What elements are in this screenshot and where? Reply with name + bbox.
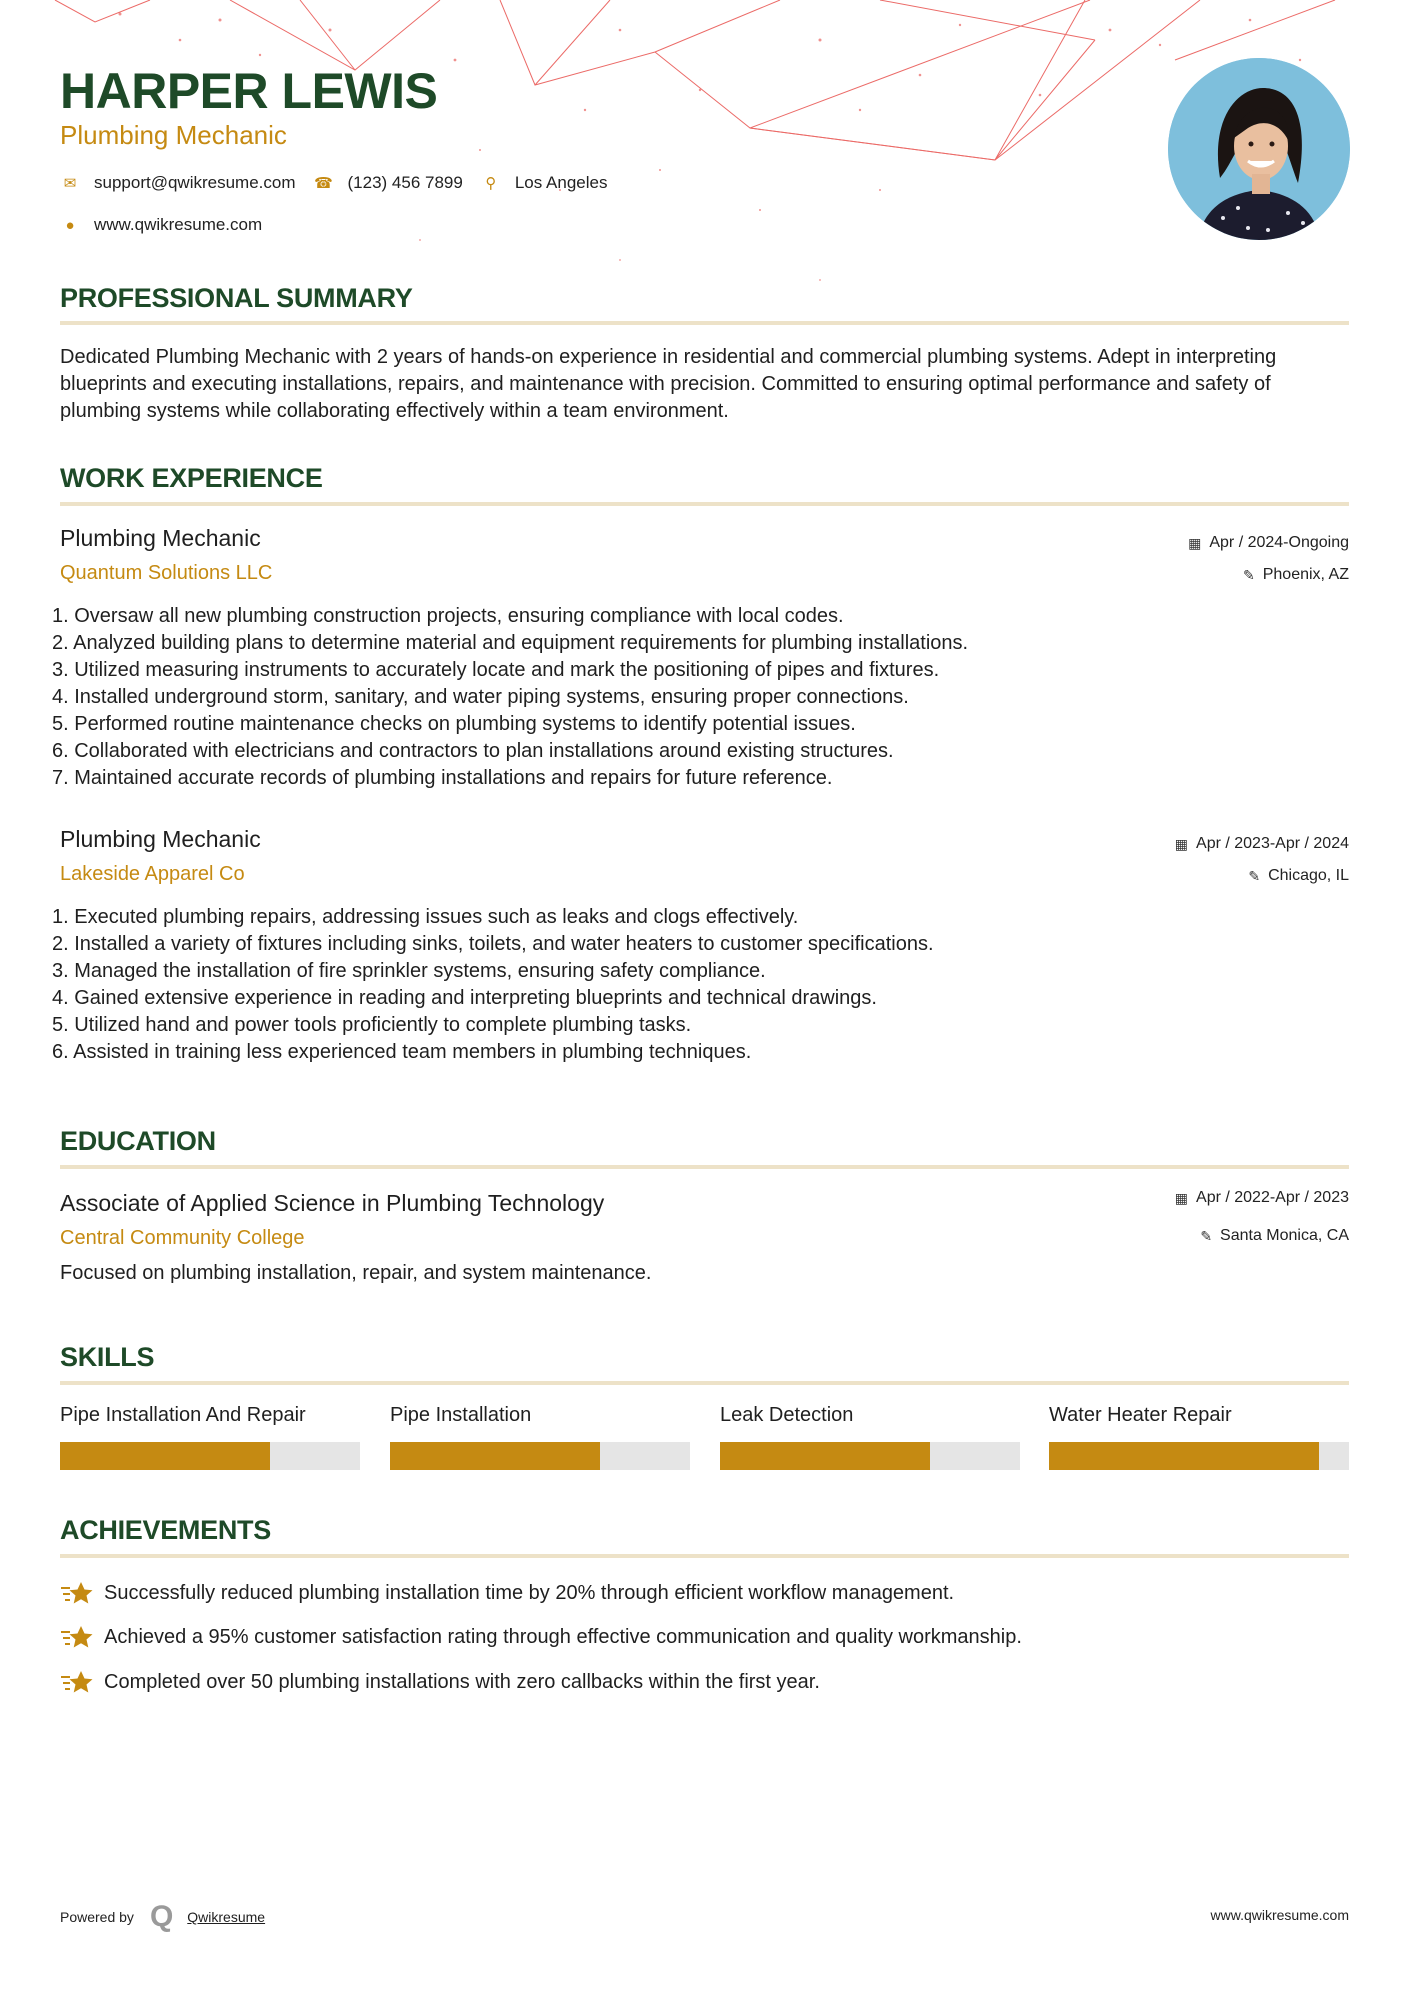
- skill-bar-track: [720, 1442, 1020, 1470]
- skills-divider: [60, 1381, 1349, 1385]
- skill-item: [720, 1404, 1020, 1434]
- skill-item: [1049, 1404, 1349, 1434]
- skill-label: Pipe Installation And Repair: [60, 1404, 306, 1426]
- education-heading: EDUCATION: [60, 1126, 216, 1156]
- contact-website[interactable]: [60, 215, 262, 235]
- list-item: 1. Executed plumbing repairs, addressing issues such as leaks and clogs effectively.: [52, 906, 799, 928]
- summary-heading: PROFESSIONAL SUMMARY: [60, 283, 413, 313]
- candidate-role: Plumbing Mechanic: [60, 120, 287, 150]
- job-location-text: Chicago, IL: [1268, 867, 1349, 884]
- achievements-heading: ACHIEVEMENTS: [60, 1515, 271, 1545]
- achievement-text: Achieved a 95% customer satisfaction rating through effective communication and quality workmanship.: [104, 1625, 1022, 1648]
- contact-phone: [314, 173, 463, 193]
- experience-heading: WORK EXPERIENCE: [60, 463, 323, 493]
- list-item: 6. Assisted in training less experienced team members in plumbing techniques.: [52, 1041, 752, 1063]
- profile-photo-illustration: [1168, 58, 1350, 240]
- skill-item: [390, 1404, 690, 1434]
- job-dates-text: Apr / 2024-Ongoing: [1209, 534, 1349, 551]
- pin-icon: ✎: [1248, 867, 1261, 884]
- skill-label: Leak Detection: [720, 1404, 854, 1426]
- skill-label: Water Heater Repair: [1049, 1404, 1232, 1426]
- footer-powered-by: [60, 1902, 265, 1932]
- skill-bar-fill: [1049, 1442, 1319, 1470]
- education-dates-text: Apr / 2022-Apr / 2023: [1196, 1189, 1349, 1206]
- job-location: [1248, 867, 1349, 885]
- job-bullets: [52, 904, 934, 1066]
- job-title: Plumbing Mechanic: [60, 826, 261, 852]
- globe-icon: ●: [65, 216, 75, 234]
- star-award-icon: [60, 1668, 94, 1696]
- achievement-text: Successfully reduced plumbing installation time by 20% through efficient workflow management.: [104, 1581, 955, 1604]
- summary-divider: [60, 321, 1349, 325]
- skill-bar-fill: [390, 1442, 600, 1470]
- job-dates-text: Apr / 2023-Apr / 2024: [1196, 835, 1349, 852]
- powered-by-label: Powered by: [60, 1909, 134, 1925]
- skill-bar-track: [390, 1442, 690, 1470]
- candidate-name: HARPER LEWIS: [60, 63, 438, 119]
- star-award-icon: [60, 1579, 94, 1607]
- degree-title: Associate of Applied Science in Plumbing Technology: [60, 1190, 605, 1216]
- job-dates: [1188, 534, 1349, 552]
- achievement-item: [60, 1623, 1022, 1651]
- list-item: 7. Maintained accurate records of plumbing installations and repairs for future reference.: [52, 767, 833, 789]
- list-item: 4. Installed underground storm, sanitary, and water piping systems, ensuring proper connections.: [52, 686, 909, 708]
- job-dates: [1175, 835, 1349, 853]
- education-description: Focused on plumbing installation, repair, and system maintenance.: [60, 1262, 652, 1284]
- job-bullets: [52, 603, 968, 792]
- skill-bar-fill: [720, 1442, 930, 1470]
- envelope-icon: ✉: [63, 175, 77, 192]
- footer-website[interactable]: www.qwikresume.com: [1210, 1907, 1349, 1923]
- skill-label: Pipe Installation: [390, 1404, 532, 1426]
- job-company: Quantum Solutions LLC: [60, 562, 273, 584]
- pin-icon: ✎: [1242, 566, 1255, 583]
- qwikresume-logo-icon: Q: [149, 1900, 174, 1933]
- school-name: Central Community College: [60, 1227, 305, 1249]
- resume-page: [52, 0, 1349, 1990]
- list-item: 2. Analyzed building plans to determine material and equipment requirements for plumbing installations.: [52, 632, 969, 654]
- list-item: 5. Utilized hand and power tools proficiently to complete plumbing tasks.: [52, 1014, 692, 1036]
- achievement-item: [60, 1668, 820, 1696]
- job-location: [1243, 566, 1349, 584]
- experience-divider: [60, 502, 1349, 506]
- qwikresume-link[interactable]: Qwikresume: [187, 1909, 266, 1925]
- contact-location: [481, 173, 608, 193]
- education-divider: [60, 1165, 1349, 1169]
- education-location: [1200, 1227, 1349, 1245]
- summary-text: Dedicated Plumbing Mechanic with 2 years of hands-on experience in residential and commercial plumbing systems. Adept in interpreting blueprints and executing installations, repairs, and maintenance with precision. Committed to ensuring optimal performance and safety of plumbing systems while collaborating effectively within a team environment.: [60, 346, 1277, 422]
- map-pin-icon: ⚲: [485, 175, 497, 192]
- calendar-icon: ▦: [1174, 1189, 1189, 1206]
- phone-text: (123) 456 7899: [347, 173, 463, 192]
- skill-bar-fill: [60, 1442, 270, 1470]
- list-item: 4. Gained extensive experience in reading and interpreting blueprints and technical drawings.: [52, 987, 877, 1009]
- email-text[interactable]: support@qwikresume.com: [94, 173, 296, 192]
- list-item: 5. Performed routine maintenance checks on plumbing systems to identify potential issues.: [52, 713, 856, 735]
- list-item: 6. Collaborated with electricians and contractors to plan installations around existing structures.: [52, 740, 894, 762]
- job-location-text: Phoenix, AZ: [1262, 566, 1349, 583]
- skills-heading: SKILLS: [60, 1342, 155, 1372]
- pin-icon: ✎: [1200, 1227, 1213, 1244]
- education-dates: [1175, 1189, 1349, 1207]
- achievements-divider: [60, 1554, 1349, 1558]
- skill-bar-track: [1049, 1442, 1349, 1470]
- education-location-text: Santa Monica, CA: [1220, 1227, 1349, 1244]
- calendar-icon: ▦: [1188, 534, 1202, 551]
- skill-bar-track: [60, 1442, 360, 1470]
- location-text: Los Angeles: [514, 173, 608, 192]
- achievement-text: Completed over 50 plumbing installations with zero callbacks within the first year.: [104, 1670, 820, 1693]
- phone-icon: ☎: [314, 175, 333, 192]
- achievement-item: [60, 1579, 954, 1607]
- calendar-icon: ▦: [1174, 835, 1189, 852]
- list-item: 1. Oversaw all new plumbing construction projects, ensuring compliance with local codes.: [52, 605, 844, 627]
- star-award-icon: [60, 1623, 94, 1651]
- job-company: Lakeside Apparel Co: [60, 863, 245, 885]
- list-item: 2. Installed a variety of fixtures including sinks, toilets, and water heaters to customer specifications.: [52, 933, 934, 955]
- contact-email[interactable]: [60, 173, 296, 193]
- profile-photo: [1168, 58, 1350, 240]
- skill-item: [60, 1404, 360, 1434]
- contact-row-website: [60, 215, 280, 235]
- contact-row: [60, 173, 625, 193]
- job-title: Plumbing Mechanic: [60, 525, 261, 551]
- website-text[interactable]: www.qwikresume.com: [94, 215, 263, 234]
- list-item: 3. Managed the installation of fire sprinkler systems, ensuring safety compliance.: [52, 960, 766, 982]
- list-item: 3. Utilized measuring instruments to accurately locate and mark the positioning of pipes and fixtures.: [52, 659, 940, 681]
